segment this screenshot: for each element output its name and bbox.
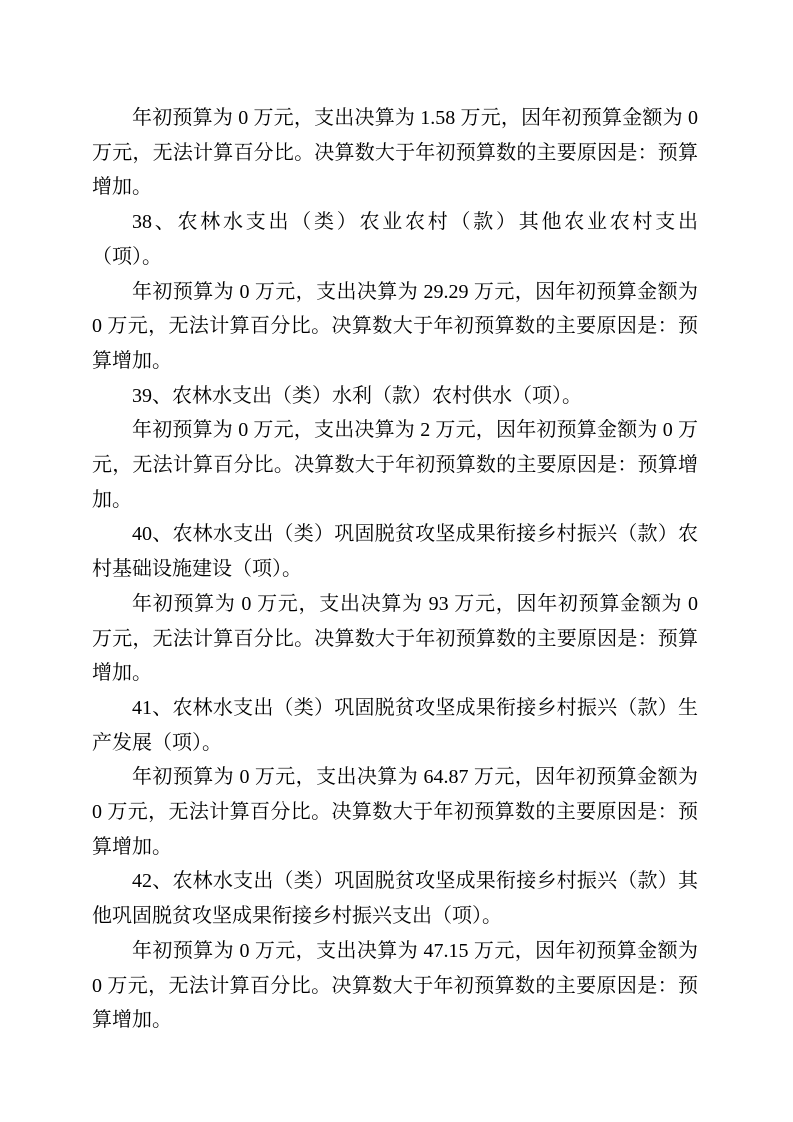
- item-42-heading: 42、农林水支出（类）巩固脱贫攻坚成果衔接乡村振兴（款）其他巩固脱贫攻坚成果衔接乡村振兴支出（项）。: [92, 870, 698, 928]
- body-paragraph-item40: 年初预算为 0 万元，支出决算为 93 万元，因年初预算金额为 0 万元，无法计算百分比。决算数大于年初预算数的主要原因是：预算增加。: [92, 592, 698, 685]
- document-body: [92, 101, 698, 1038]
- body-paragraph-item41: 年初预算为 0 万元，支出决算为 64.87 万元，因年初预算金额为 0 万元，无法计算百分比。决算数大于年初预算数的主要原因是：预算增加。: [92, 766, 698, 858]
- item-39-heading: 39、农林水支出（类）水利（款）农村供水（项）。: [132, 384, 582, 407]
- body-paragraph-item42: 年初预算为 0 万元，支出决算为 47.15 万元，因年初预算金额为 0 万元，无法计算百分比。决算数大于年初预算数的主要原因是：预算增加。: [92, 939, 698, 1032]
- body-paragraph-item38: 年初预算为 0 万元，支出决算为 29.29 万元，因年初预算金额为 0 万元，无法计算百分比。决算数大于年初预算数的主要原因是：预算增加。: [92, 280, 698, 372]
- body-paragraph-item37-tail: 年初预算为 0 万元，支出决算为 1.58 万元，因年初预算金额为 0 万元，无法计算百分比。决算数大于年初预算数的主要原因是：预算增加。: [92, 107, 698, 199]
- item-41-heading: 41、农林水支出（类）巩固脱贫攻坚成果衔接乡村振兴（款）生产发展（项）。: [92, 696, 698, 754]
- body-paragraph-item39: 年初预算为 0 万元，支出决算为 2 万元，因年初预算金额为 0 万元，无法计算百分比。决算数大于年初预算数的主要原因是：预算增加。: [92, 419, 698, 511]
- item-38-heading: 38、农林水支出（类）农业农村（款）其他农业农村支出（项）。: [92, 211, 698, 268]
- item-40-heading: 40、农林水支出（类）巩固脱贫攻坚成果衔接乡村振兴（款）农村基础设施建设（项）。: [92, 523, 698, 581]
